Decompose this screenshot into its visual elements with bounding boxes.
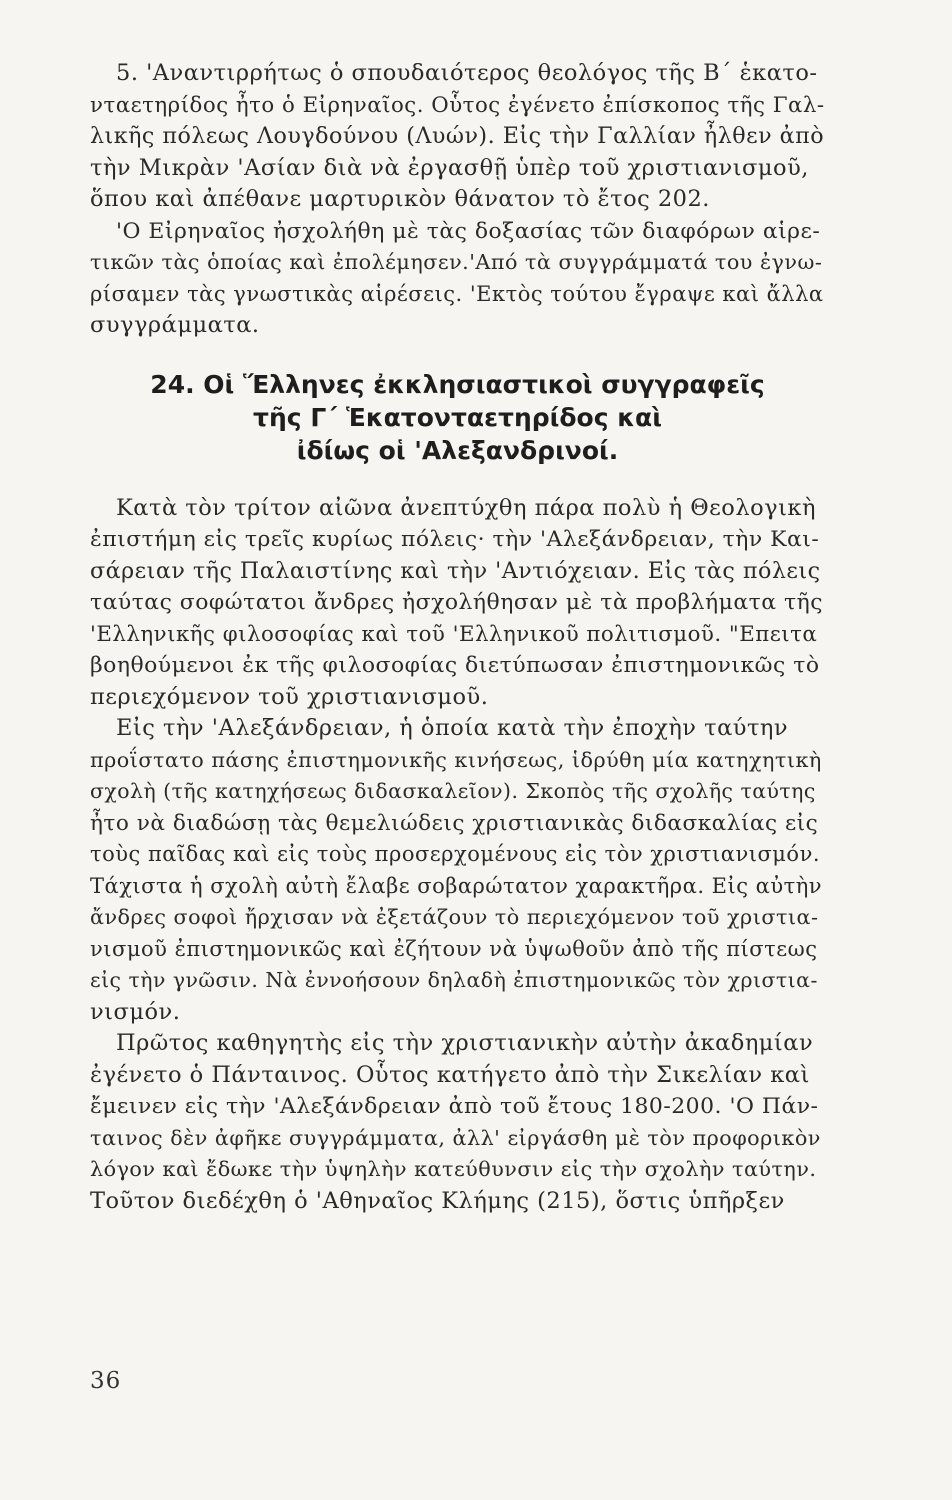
text-line: συγγράμματα. (90, 312, 260, 338)
text-line: ἄνδρες σοφοὶ ἤρχισαν νὰ ἐξετάζουν τὸ περιεχόμενον τοῦ χριστια- (90, 905, 819, 929)
text-line: περιεχόμενον τοῦ χριστιανισμοῦ. (90, 683, 489, 710)
text-line: ταινος δὲν ἀφῆκε συγγράμματα, ἀλλ' εἰργάσθη μὲ τὸν προφορικὸν (90, 1125, 821, 1150)
heading-line: τῆς Γ΄ Ἑκατονταετηρίδος καὶ (253, 402, 662, 432)
paragraph-pantaenus (90, 1028, 825, 1217)
text-line: τικῶν τὰς ὁποίας καὶ ἐπολέμησεν.'Από τὰ συγγράμματά του ἐγνω- (90, 250, 823, 274)
text-line: ἔμεινεν εἰς τὴν 'Αλεξάνδρειαν ἀπὸ τοῦ ἔτους 180-200. 'Ο Πάν- (90, 1094, 819, 1119)
text-line: 5. 'Αναντιρρήτως ὁ σπουδαιότερος θεολόγος τῆς Β΄ ἑκατο- (116, 60, 818, 86)
text-line: νισμοῦ ἐπιστημονικῶς καὶ ἐζήτουν νὰ ὑψωθοῦν ἀπὸ τῆς πίστεως (90, 936, 818, 961)
text-line: λικῆς πόλεως Λουγδούνου (Λυών). Εἰς τὴν Γαλλίαν ἦλθεν ἀπὸ (90, 123, 825, 149)
text-line: ἐγένετο ὁ Πάνταινος. Οὗτος κατήγετο ἀπὸ τὴν Σικελίαν καὶ (90, 1061, 810, 1088)
section-alexandrians (90, 493, 825, 1218)
text-line: προΐστατο πάσης ἐπιστημονικῆς κινήσεως, ἱδρύθη μία κατηχητικὴ (90, 747, 822, 772)
text-line: ἐπιστήμη εἰς τρεῖς κυρίως πόλεις· τὴν 'Αλεξάνδρειαν, τὴν Και- (90, 527, 820, 552)
heading-line: ἰδίως οἱ 'Αλεξανδρινοί. (296, 435, 619, 465)
text-line: Τάχιστα ἡ σχολὴ αὐτὴ ἔλαβε σοβαρώτατον χαρακτῆρα. Εἰς αὐτὴν (90, 873, 823, 898)
text-line: νταετηρίδος ἦτο ὁ Εἰρηναῖος. Οὗτος ἐγένετο ἐπίσκοπος τῆς Γαλ- (90, 92, 825, 118)
text-line: ὅπου καὶ ἀπέθανε μαρτυρικὸν θάνατον τὸ ἔτος 202. (90, 186, 710, 212)
text-line: Εἰς τὴν 'Αλεξάνδρειαν, ἡ ὁποία κατὰ τὴν ἐποχὴν ταύτην (116, 715, 789, 741)
page-number: 36 (90, 1368, 122, 1394)
text-line: Πρῶτος καθηγητὴς εἰς τὴν χριστιανικὴν αὐτὴν ἀκαδημίαν (116, 1030, 814, 1056)
paragraph-third-century (90, 493, 825, 714)
paragraph-catechetical-school (90, 713, 825, 1028)
text-line: νισμόν. (90, 998, 181, 1025)
text-line: Τοῦτον διεδέχθη ὁ 'Αθηναῖος Κλήμης (215), ὅστις ὑπῆρξεν (90, 1187, 785, 1214)
book-page (90, 58, 825, 1217)
text-line: 'Ελληνικῆς φιλοσοφίας καὶ τοῦ 'Ελληνικοῦ πολιτισμοῦ. "Επειτα (90, 621, 818, 647)
text-line: 'Ο Εἰρηναῖος ἠσχολήθη μὲ τὰς δοξασίας τῶν διαφόρων αἱρε- (116, 218, 821, 244)
text-line: τοὺς παῖδας καὶ εἰς τοὺς προσερχομένους εἰς τὸν χριστιανισμόν. (90, 842, 821, 866)
section-irenaeus (90, 58, 825, 342)
text-line: ταύτας σοφώτατοι ἄνδρες ἠσχολήθησαν μὲ τὰ προβλήματα τῆς (90, 590, 824, 615)
text-line: ρίσαμεν τὰς γνωστικὰς αἱρέσεις. 'Εκτὸς τούτου ἔγραψε καὶ ἄλλα (90, 281, 824, 306)
text-line: ἦτο νὰ διαδώσῃ τὰς θεμελιώδεις χριστιανικὰς διδασκαλίας εἰς (90, 810, 819, 836)
text-line: τὴν Μικρὰν 'Ασίαν διὰ νὰ ἐργασθῇ ὑπὲρ τοῦ χριστιανισμοῦ, (90, 154, 809, 181)
text-line: βοηθούμενοι ἐκ τῆς φιλοσοφίας διετύπωσαν ἐπιστημονικῶς τὸ (90, 653, 820, 678)
section-heading-24 (90, 368, 825, 467)
paragraph-irenaeus-heresies (90, 216, 825, 342)
text-line: λόγον καὶ ἔδωκε τὴν ὑψηλὴν κατεύθυνσιν εἰς τὴν σχολὴν ταύτην. (90, 1157, 817, 1181)
text-line: σάρειαν τῆς Παλαιστίνης καὶ τὴν 'Αντιόχειαν. Εἰς τὰς πόλεις (90, 557, 821, 584)
text-line: εἰς τὴν γνῶσιν. Νὰ ἐννοήσουν δηλαδὴ ἐπιστημονικῶς τὸν χριστια- (90, 968, 818, 992)
paragraph-irenaeus-intro (90, 58, 825, 216)
text-line: Κατὰ τὸν τρίτον αἰῶνα ἀνεπτύχθη πάρα πολὺ ἡ Θεολογικὴ (116, 494, 816, 521)
heading-line: 24. Οἱ Ἕλληνες ἐκκλησιαστικοὶ συγγραφεῖς (150, 369, 765, 399)
text-line: σχολὴ (τῆς κατηχήσεως διδασκαλεῖον). Σκοπὸς τῆς σχολῆς ταύτης (90, 779, 816, 803)
